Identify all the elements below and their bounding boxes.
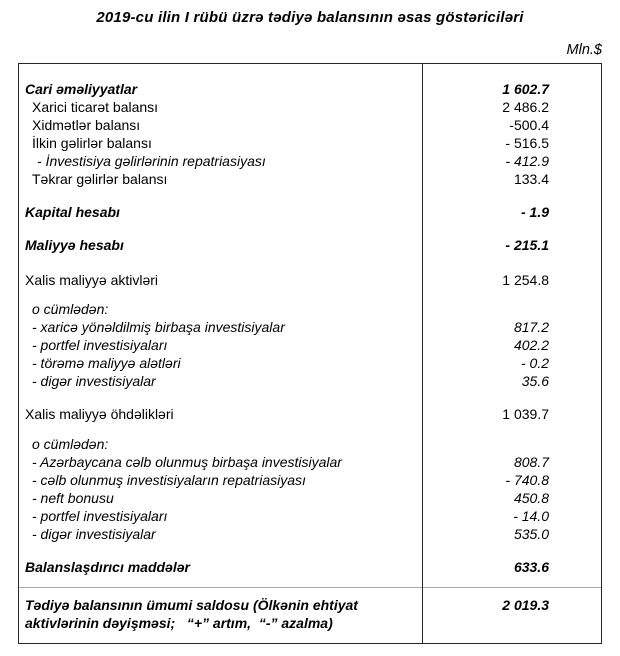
table-row [19, 558, 601, 576]
row-label: Tədiyə balansının ümumi saldosu (Ölkənin ehtiyat aktivlərinin dəyişməsi; “+” artım, “-” azalma) [25, 597, 362, 631]
row-value: 402.2 [513, 337, 549, 353]
row-value: 450.8 [513, 490, 549, 506]
row-label: Kapital hesabı [25, 204, 120, 220]
table-row [19, 489, 601, 507]
table-row [19, 236, 601, 254]
table-row [19, 435, 601, 453]
table-row [19, 271, 601, 289]
row-value: 633.6 [513, 559, 549, 575]
row-value: 35.6 [521, 373, 549, 389]
row-value: 1 039.7 [502, 406, 549, 422]
row-label: Xarici ticarət balansı [32, 99, 159, 115]
row-value: - 516.5 [505, 135, 549, 151]
row-label: Xalis maliyyə aktivləri [25, 272, 159, 288]
table-row [19, 354, 601, 372]
unit-label: Mln.$ [566, 42, 602, 58]
row-label: İlkin gəlirlər balansı [32, 135, 152, 151]
row-spacer [19, 254, 601, 271]
row-value: - 740.8 [505, 472, 549, 488]
row-value: 535.0 [513, 526, 549, 542]
row-value: 133.4 [513, 171, 549, 187]
balance-of-payments-table [18, 63, 602, 644]
row-label: - portfel investisiyaları [32, 508, 168, 524]
row-spacer [19, 390, 601, 405]
row-value: - 412.9 [505, 153, 549, 169]
row-value: -500.4 [509, 117, 549, 133]
row-label: Maliyyə hesabı [25, 237, 124, 253]
table-rows [19, 80, 601, 632]
row-value: - 0.2 [520, 355, 549, 371]
row-label: Təkrar gəlirlər balansı [32, 171, 168, 187]
row-label: Balanslaşdırıcı maddələr [25, 559, 190, 575]
row-value: 808.7 [513, 454, 549, 470]
row-spacer [19, 289, 601, 300]
row-label: - xaricə yönəldilmiş birbaşa investisiyalar [32, 319, 285, 335]
row-spacer [19, 221, 601, 236]
row-label: - İnvestisiya gəlirlərinin repatriasiyası [37, 153, 266, 169]
table-row [19, 405, 601, 423]
table-row [19, 134, 601, 152]
table-row [19, 336, 601, 354]
row-label: o cümlədən: [32, 301, 109, 317]
row-spacer [19, 423, 601, 435]
row-label: Xidmətlər balansı [32, 117, 141, 133]
column-divider-line [422, 64, 424, 643]
row-spacer [19, 188, 601, 203]
row-spacer [19, 576, 601, 587]
row-value: 817.2 [513, 319, 549, 335]
row-label: Cari əməliyyatlar [25, 81, 138, 97]
table-row [19, 152, 601, 170]
row-value: 2 019.3 [502, 597, 549, 613]
row-label: - portfel investisiyaları [32, 337, 168, 353]
row-label: - neft bonusu [32, 490, 114, 506]
row-label: - törəmə maliyyə alətləri [32, 355, 181, 371]
table-row [19, 596, 601, 632]
row-label: - Azərbaycana cəlb olunmuş birbaşa investisiyalar [32, 454, 342, 470]
table-row [19, 453, 601, 471]
row-value: - 215.1 [505, 237, 549, 253]
table-row [19, 170, 601, 188]
table-row [19, 116, 601, 134]
page-title: 2019-cu ilin I rübü üzrə tədiyə balansının əsas göstəriciləri [96, 9, 524, 26]
row-label: o cümlədən: [32, 436, 109, 452]
row-value: 1 254.8 [502, 272, 549, 288]
row-value: 1 602.7 [502, 81, 549, 97]
table-row [19, 318, 601, 336]
table-row [19, 471, 601, 489]
table-row [19, 98, 601, 116]
row-label: - cəlb olunmuş investisiyaların repatriasiyası [32, 472, 306, 488]
row-spacer [19, 588, 601, 596]
row-value: - 14.0 [513, 508, 549, 524]
table-row [19, 300, 601, 318]
table-row [19, 372, 601, 390]
row-value: 2 486.2 [502, 99, 549, 115]
row-label: Xalis maliyyə öhdəlikləri [25, 406, 174, 422]
row-value: - 1.9 [520, 204, 549, 220]
table-row [19, 80, 601, 98]
table-row [19, 525, 601, 543]
row-spacer [19, 543, 601, 558]
table-row [19, 507, 601, 525]
row-label: - digər investisiyalar [32, 373, 156, 389]
row-label: - digər investisiyalar [32, 526, 156, 542]
table-row [19, 203, 601, 221]
